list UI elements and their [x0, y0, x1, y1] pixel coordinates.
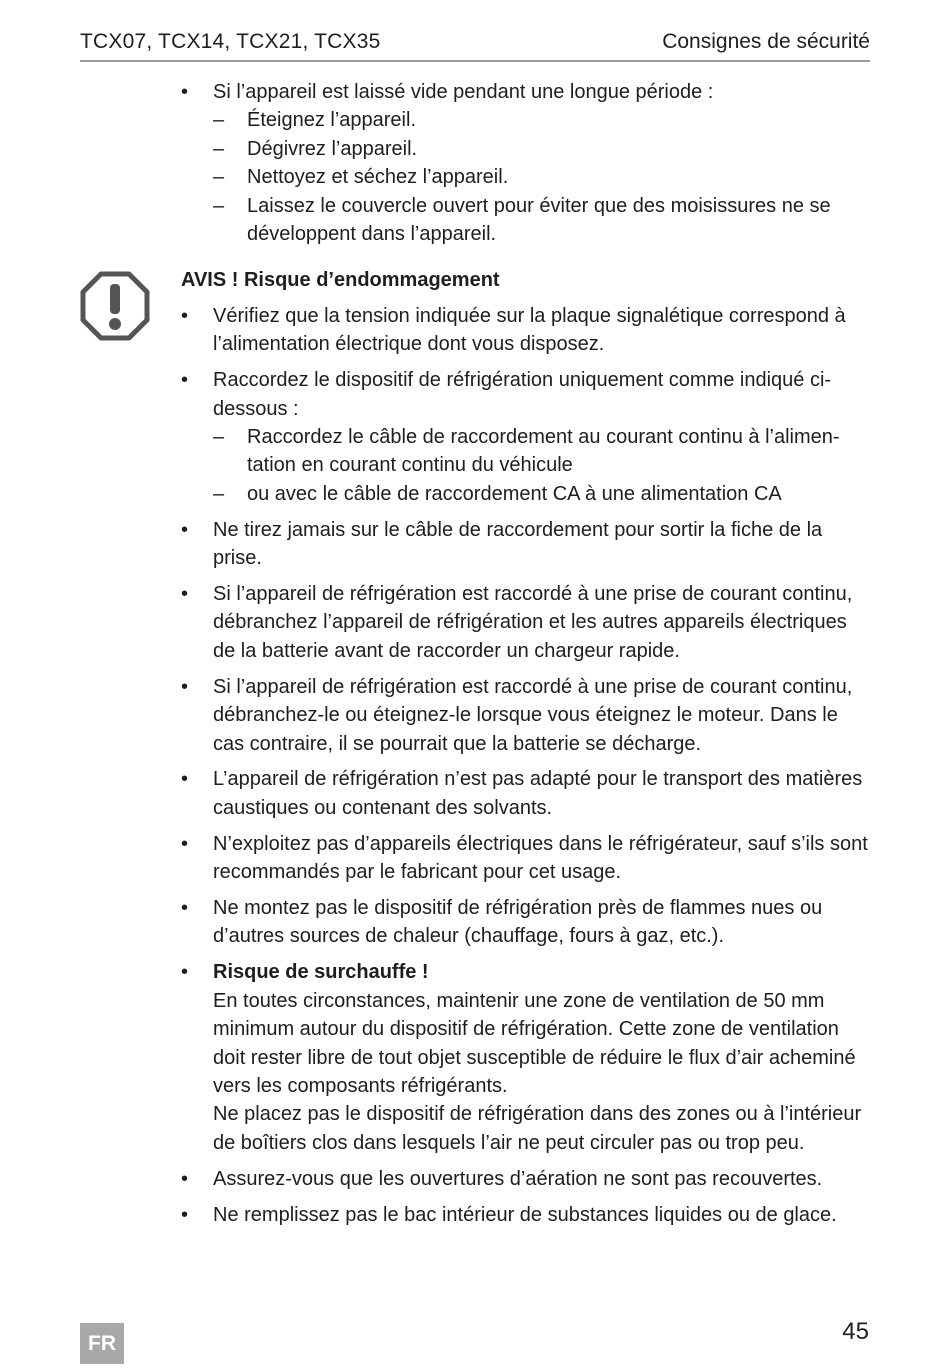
notice-sublist [213, 423, 871, 508]
header-models: TCX07, TCX14, TCX21, TCX35 [80, 30, 381, 53]
notice-item: • Ne tirez jamais sur le câble de raccordement pour sortir la fiche de la prise. [181, 516, 871, 573]
notice-item: • N’exploitez pas d’appareils électriques dans le réfrigérateur, sauf s’ils sont recommandés par le fabricant pour cet usage. [181, 830, 871, 887]
language-tab: FR [80, 1323, 124, 1364]
intro-item [181, 78, 871, 248]
notice-item: • Si l’appareil de réfrigération est raccordé à une prise de courant continu, débranchez l’appareil de réfrigération et les autres appareils électriques de la batterie avant de raccorder un chargeur rapide. [181, 580, 871, 665]
page-header [80, 30, 870, 62]
notice-item: • Si l’appareil de réfrigération est raccordé à une prise de courant continu, débranchez-le ou éteignez-le lorsque vous éteignez le moteur. Dans le cas contraire, il se pourrait que la batterie se décharge. [181, 673, 871, 758]
notice-item: • Assurez-vous que les ouvertures d’aération ne sont pas recouvertes. [181, 1165, 871, 1193]
notice-item: • Vérifiez que la tension indiquée sur la plaque signalétique correspond à l’alimentation électrique dont vous disposez. [181, 302, 871, 359]
notice-item: • Ne remplissez pas le bac intérieur de substances liquides ou de glace. [181, 1201, 871, 1229]
intro-step: – Laissez le couvercle ouvert pour éviter que des moisissures ne se développent dans l’appareil. [213, 192, 871, 249]
notice-subitem: – Raccordez le câble de raccordement au courant continu à l’alimentation en courant continu du véhicule [213, 423, 871, 480]
overheat-paragraph-2: Ne placez pas le dispositif de réfrigération dans des zones ou à l’intérieur de boîtiers clos dans lesquels l’air ne peut circuler pas ou trop peu. [213, 1103, 862, 1154]
overheat-title: • Risque de surchauffe ! [213, 961, 429, 984]
intro-text: Si l’appareil est laissé vide pendant une longue période : [213, 81, 714, 103]
page-content [181, 78, 871, 1237]
intro-list [181, 78, 871, 248]
overheat-paragraph-1: En toutes circonstances, maintenir une zone de ventilation de 50 mm minimum autour du dispositif de réfrigération. Cette zone de ventilation doit rester libre de tout objet susceptible de réduire le flux d’air acheminé vers les composants réfrigérants. [213, 989, 856, 1097]
notice-item-text: Raccordez le dispositif de réfrigération uniquement comme indiqué ci-dessous : [213, 369, 832, 420]
intro-step: – Dégivrez l’appareil. [213, 135, 871, 163]
intro-step: – Éteignez l’appareil. [213, 106, 871, 134]
notice-item [181, 366, 871, 508]
exclamation-octagon-icon [79, 270, 151, 342]
header-section: Consignes de sécurité [662, 30, 870, 53]
page-number: 45 [842, 1318, 869, 1345]
notice-heading: AVIS ! Risque d’endommagement [181, 269, 500, 292]
intro-steps [213, 106, 871, 248]
notice-item [181, 958, 871, 1157]
notice-subitem: – ou avec le câble de raccordement CA à une alimentation CA [213, 480, 871, 508]
notice-item: • L’appareil de réfrigération n’est pas adapté pour le transport des matières caustiques ou contenant des solvants. [181, 765, 871, 822]
intro-step: – Nettoyez et séchez l’appareil. [213, 163, 871, 191]
notice-list [181, 302, 871, 1229]
notice-item: • Ne montez pas le dispositif de réfrigération près de flammes nues ou d’autres sources de chaleur (chauffage, fours à gaz, etc.). [181, 894, 871, 951]
